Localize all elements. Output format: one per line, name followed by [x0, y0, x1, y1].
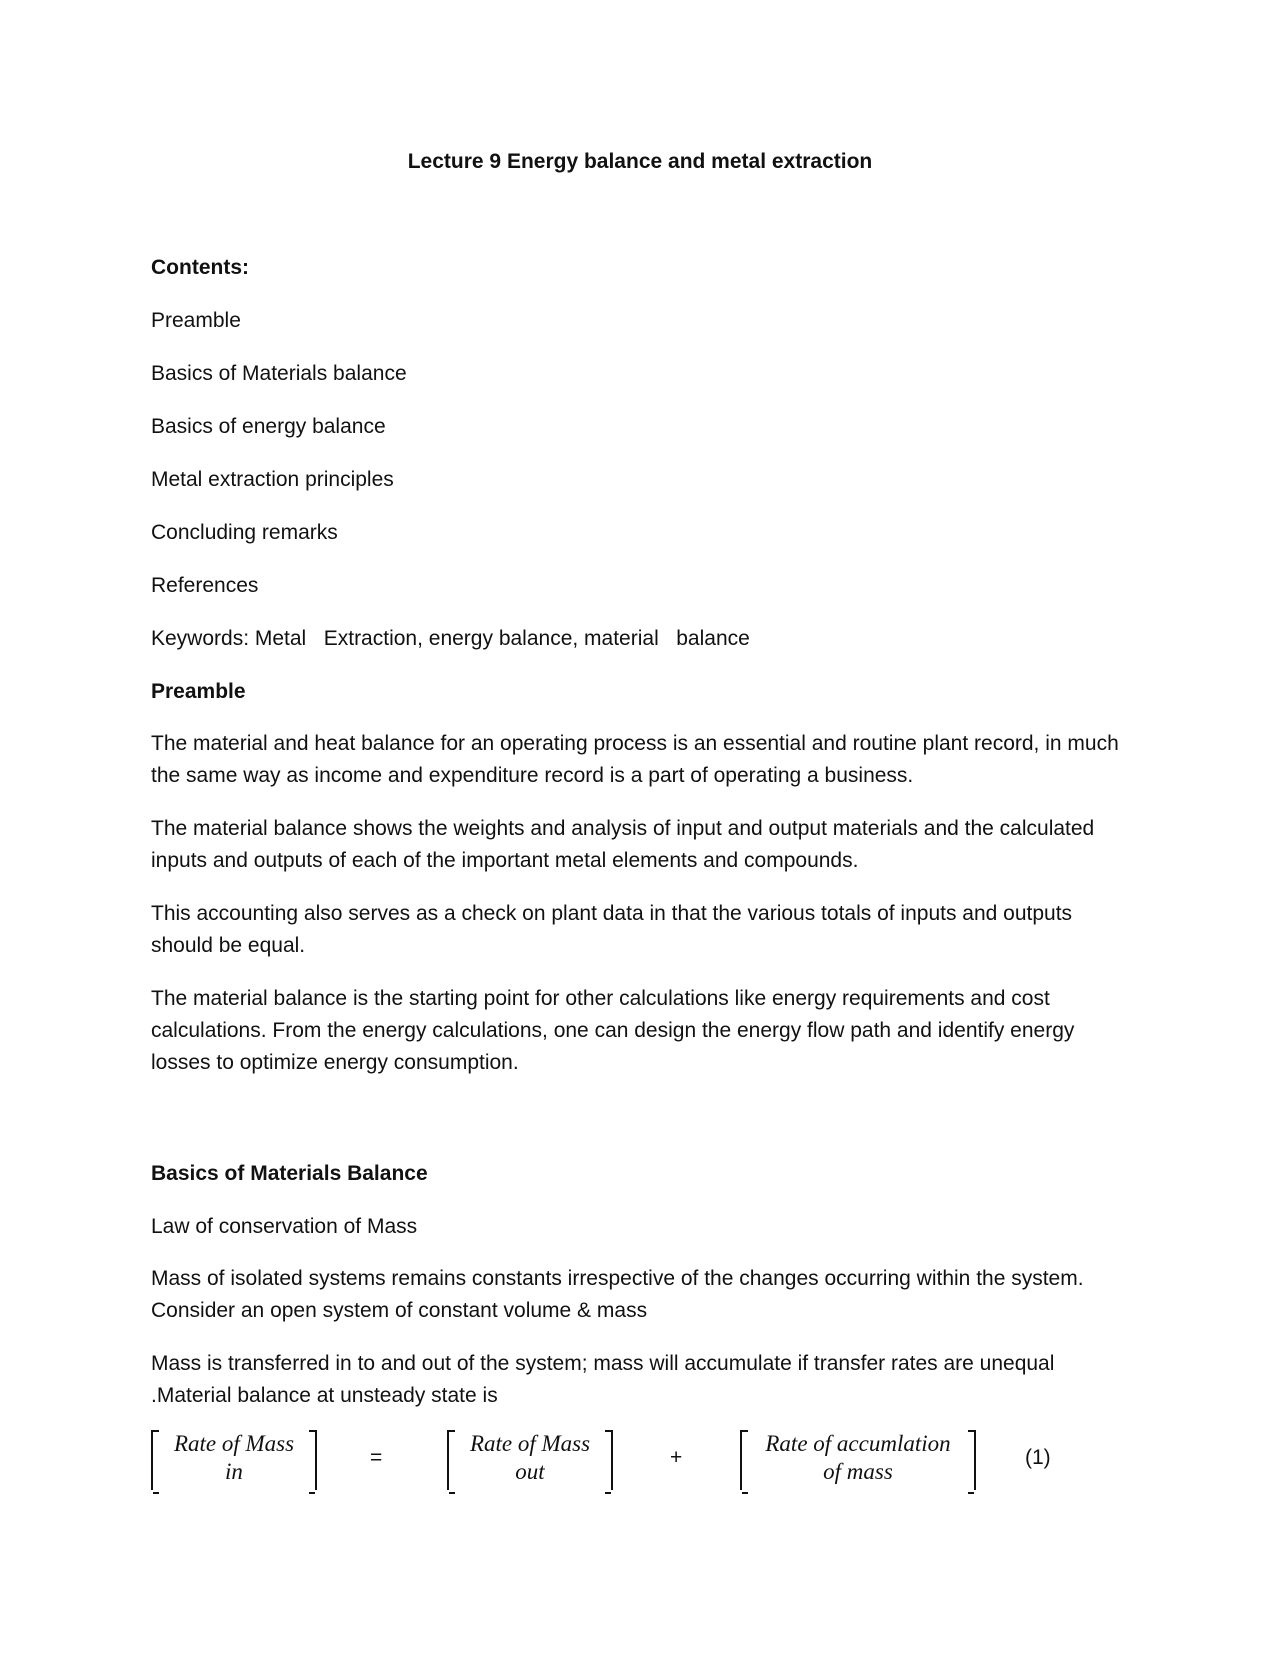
mass-balance-equation	[0, 1430, 1280, 1500]
contents-heading: Contents:	[151, 256, 249, 279]
term-bottom: of mass	[823, 1459, 893, 1484]
term-top: Rate of Mass	[469, 1431, 591, 1456]
materials-paragraph: Mass of isolated systems remains constants irrespective of the changes occurring within the system. Consider an open system of constant volume & mass	[151, 1267, 1084, 1322]
rate-of-mass-out-term	[447, 1430, 613, 1490]
term-top: Rate of Mass	[173, 1431, 295, 1456]
contents-item: Basics of energy balance	[151, 415, 386, 438]
contents-item: Metal extraction principles	[151, 468, 394, 491]
rate-of-accumulation-term	[740, 1430, 976, 1490]
preamble-paragraph: The material balance is the starting point for other calculations like energy requirements and cost calculations. From the energy calculations, one can design the energy flow path and identify energy losses to optimize energy consumption.	[151, 987, 1075, 1074]
contents-item: Concluding remarks	[151, 521, 338, 544]
equals-sign: =	[370, 1446, 383, 1469]
contents-item: Preamble	[151, 309, 241, 332]
contents-item: References	[151, 574, 259, 597]
contents-item: Basics of Materials balance	[151, 362, 407, 385]
page-title: Lecture 9 Energy balance and metal extraction	[407, 150, 873, 173]
rate-of-mass-in-term	[151, 1430, 317, 1490]
preamble-paragraph: This accounting also serves as a check on plant data in that the various totals of inputs and outputs should be equal.	[151, 902, 1073, 957]
materials-paragraph: Mass is transferred in to and out of the system; mass will accumulate if transfer rates are unequal .Material balance at unsteady state is	[151, 1352, 1055, 1407]
term-bottom: out	[515, 1459, 545, 1484]
materials-balance-heading: Basics of Materials Balance	[151, 1162, 428, 1185]
term-bottom: in	[225, 1459, 243, 1484]
conservation-law-line: Law of conservation of Mass	[151, 1215, 418, 1238]
preamble-paragraph: The material balance shows the weights and analysis of input and output materials and the calculated inputs and outputs of each of the important metal elements and compounds.	[151, 817, 1095, 872]
preamble-paragraph: The material and heat balance for an operating process is an essential and routine plant record, in much the same way as income and expenditure record is a part of operating a business.	[151, 732, 1119, 787]
keywords-line: Keywords: Metal Extraction, energy balance, material balance	[151, 627, 750, 650]
preamble-heading: Preamble	[151, 680, 246, 703]
plus-sign: +	[670, 1446, 683, 1469]
term-top: Rate of accumlation	[765, 1431, 951, 1456]
equation-number: (1)	[1025, 1446, 1051, 1469]
